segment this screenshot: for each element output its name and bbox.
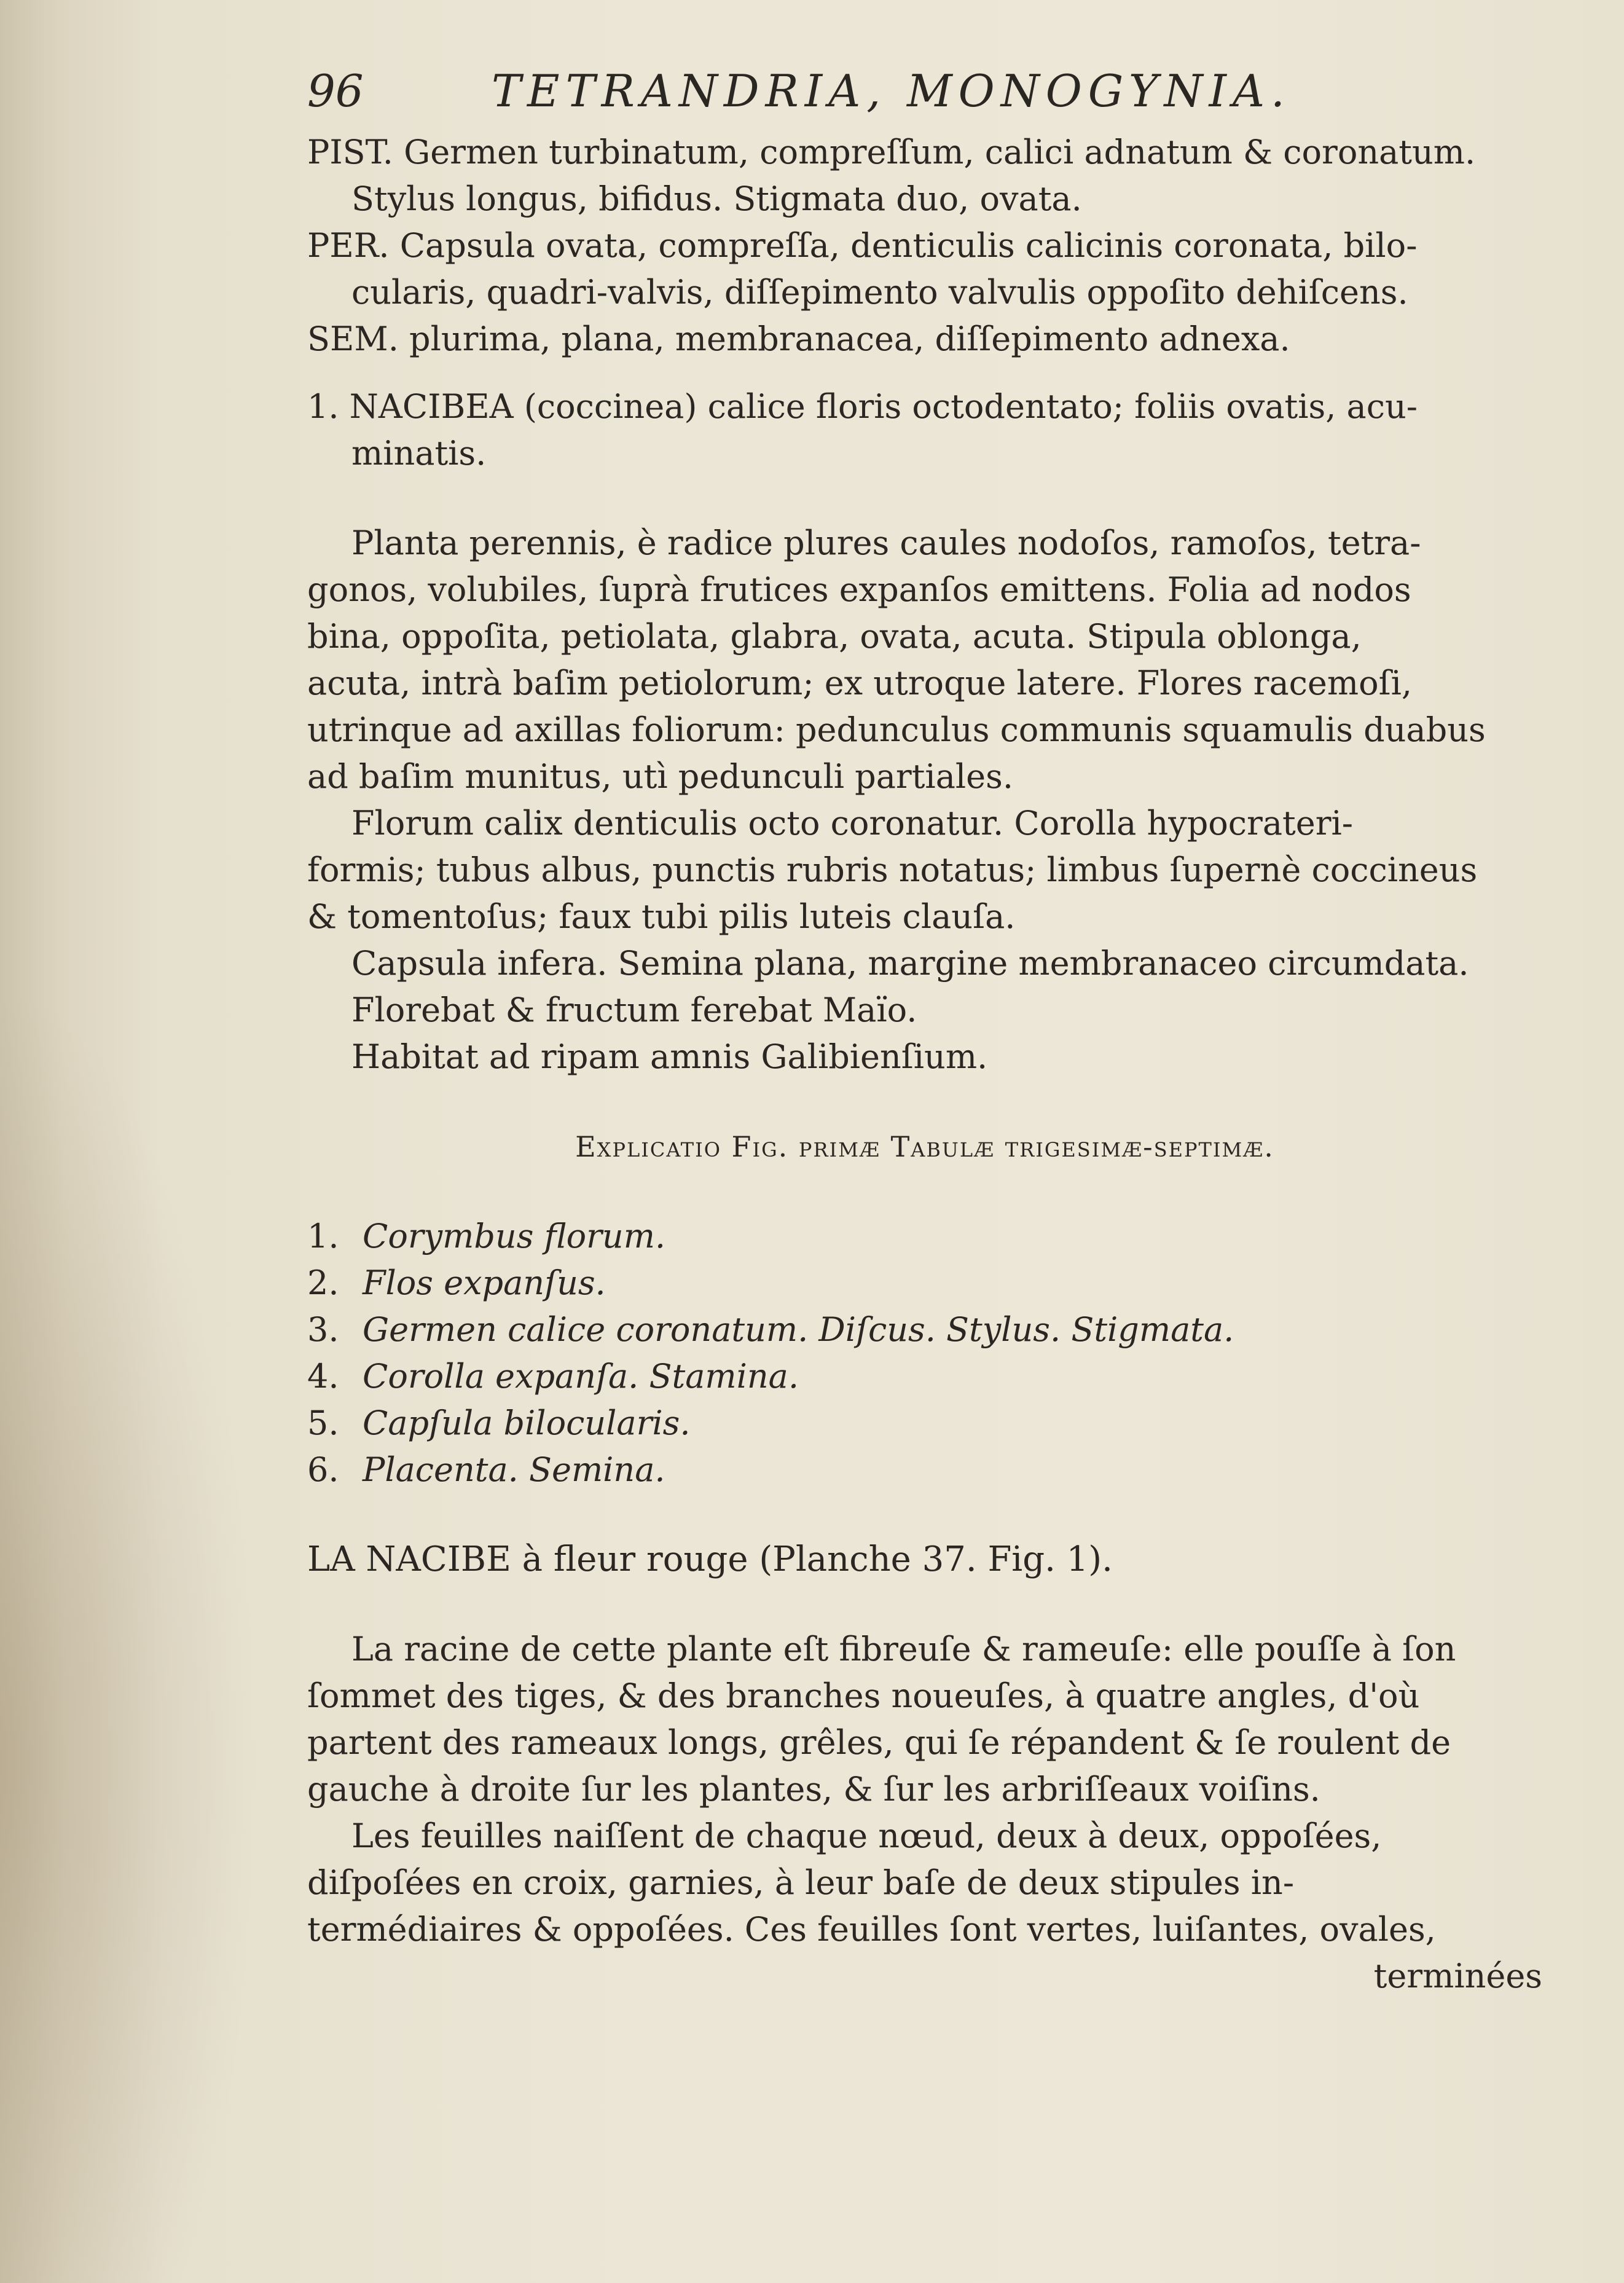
french-line: gauche à droite ſur les plantes, & ſur les arbriſſeaux voiſins. xyxy=(307,1770,1320,1809)
description-line: Habitat ad ripam amnis Galibienſium. xyxy=(351,1037,988,1076)
figure-caption: Corymbus florum. xyxy=(363,1217,666,1255)
latin-description xyxy=(307,520,1542,1080)
french-line: partent des rameaux longs, grêles, qui ſe répandent & ſe roulent de xyxy=(307,1723,1451,1762)
figure-item xyxy=(307,1447,1542,1493)
description-line: & tomentoſus; faux tubi pilis luteis clauſa. xyxy=(307,897,1016,936)
description-line: Florum calix denticulis octo coronatur. Corolla hypocrateri- xyxy=(351,804,1354,843)
french-line: ſommet des tiges, & des branches noueuſes, à quatre angles, d'où xyxy=(307,1676,1420,1715)
explication-heading: Explicatio Fig. primæ Tabulæ trigesimæ-septimæ. xyxy=(575,1130,1274,1163)
description-line: formis; tubus albus, punctis rubris notatus; limbus ſupernè coccineus xyxy=(307,851,1478,889)
figure-item xyxy=(307,1307,1542,1353)
figure-number: 3. xyxy=(307,1310,339,1349)
description-line: Planta perennis, è radice plures caules nodoſos, ramoſos, tetra- xyxy=(351,524,1421,562)
figure-caption: Germen calice coronatum. Diſcus. Stylus. Stigmata. xyxy=(363,1310,1234,1349)
french-description xyxy=(307,1626,1542,2000)
figure-item xyxy=(307,1260,1542,1307)
figure-number: 6. xyxy=(307,1450,339,1489)
description-line: Florebat & fructum ferebat Maïo. xyxy=(351,991,917,1029)
page-shadow xyxy=(0,983,258,2283)
description-line: gonos, volubiles, ſuprà frutices expanſos emittens. Folia ad nodos xyxy=(307,570,1411,609)
description-line: acuta, intrà baſim petiolorum; ex utroque latere. Flores racemoſi, xyxy=(307,664,1413,702)
french-line: termédiaires & oppoſées. Ces feuilles ſont vertes, luiſantes, ovales, xyxy=(307,1910,1436,1949)
catchword: terminées xyxy=(1373,1957,1542,1995)
french-line: diſpoſées en croix, garnies, à leur baſe de deux stipules in- xyxy=(307,1863,1295,1902)
pericarp-line-2: cularis, quadri-valvis, diſſepimento valvulis oppoſito dehiſcens. xyxy=(351,273,1408,312)
figure-caption: Flos expanſus. xyxy=(363,1263,606,1302)
figure-caption: Placenta. Semina. xyxy=(363,1450,665,1489)
pistil-line-1: PIST. Germen turbinatum, compreſſum, calici adnatum & coronatum. xyxy=(307,133,1476,171)
figure-number: 4. xyxy=(307,1357,339,1396)
figure-number: 5. xyxy=(307,1404,339,1442)
description-line: utrinque ad axillas foliorum: pedunculus communis squamulis duabus xyxy=(307,710,1486,749)
french-line: Les feuilles naiſſent de chaque nœud, deux à deux, oppoſées, xyxy=(351,1817,1382,1855)
figure-list xyxy=(307,1213,1542,1493)
seed-line: SEM. plurima, plana, membranacea, diſſepimento adnexa. xyxy=(307,320,1290,358)
species-line-2: minatis. xyxy=(351,434,487,473)
pericarp-line-1: PER. Capsula ovata, compreſſa, denticulis calicinis coronata, bilo- xyxy=(307,226,1418,265)
french-title: LA NACIBE à fleur rouge (Planche 37. Fig. 1). xyxy=(307,1539,1113,1579)
description-line: bina, oppoſita, petiolata, glabra, ovata, acuta. Stipula oblonga, xyxy=(307,617,1362,656)
figure-item xyxy=(307,1353,1542,1400)
description-line: ad baſim munitus, utì pedunculi partiales. xyxy=(307,757,1014,796)
figure-number: 2. xyxy=(307,1263,339,1302)
figure-caption: Capſula bilocularis. xyxy=(363,1404,691,1442)
figure-number: 1. xyxy=(307,1217,339,1255)
french-line: La racine de cette plante eſt fibreuſe & rameuſe: elle pouſſe à ſon xyxy=(351,1630,1456,1668)
generic-characters xyxy=(307,129,1542,363)
running-title: TETRANDRIA, MONOGYNIA. xyxy=(492,65,1291,117)
figure-item xyxy=(307,1213,1542,1260)
description-line: Capsula infera. Semina plana, margine membranaceo circumdata. xyxy=(351,944,1469,983)
running-header xyxy=(307,65,1542,129)
book-page xyxy=(307,65,1542,2000)
page-number: 96 xyxy=(307,65,364,117)
pistil-line-2: Stylus longus, bifidus. Stigmata duo, ovata. xyxy=(351,179,1082,218)
figure-caption: Corolla expanſa. Stamina. xyxy=(363,1357,799,1396)
species-diagnosis xyxy=(307,383,1542,477)
figure-item xyxy=(307,1400,1542,1447)
species-line-1: 1. NACIBEA (coccinea) calice floris octodentato; foliis ovatis, acu- xyxy=(307,387,1418,426)
